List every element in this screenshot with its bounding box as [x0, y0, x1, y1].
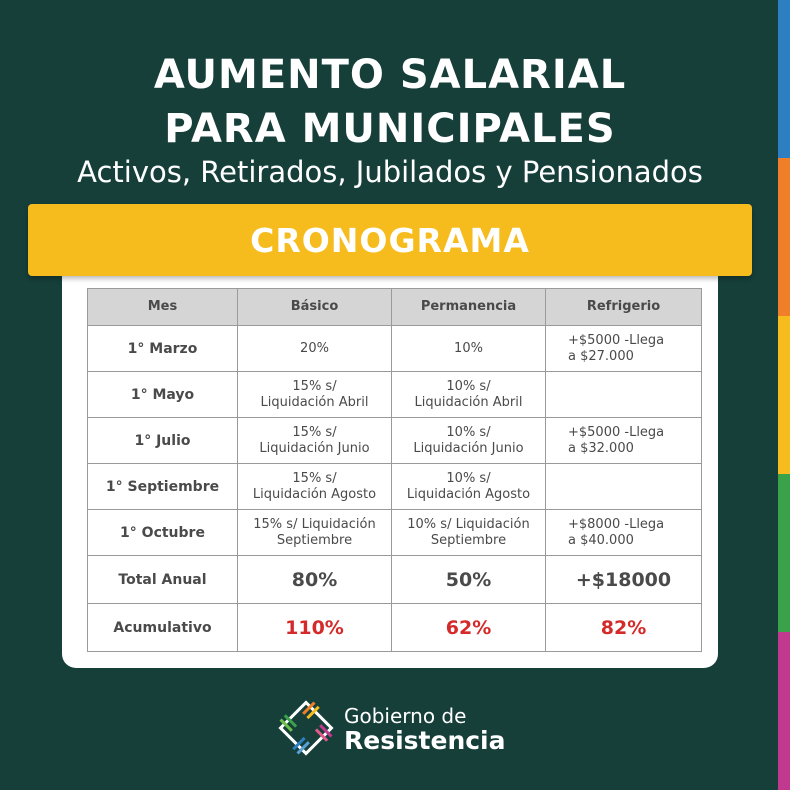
cell-refrigerio [546, 326, 702, 372]
cell-text: Septiembre [430, 532, 507, 548]
cell-mes: 1° Marzo [88, 326, 238, 372]
cell-text: Liquidación Junio [259, 440, 370, 456]
header-permanencia: Permanencia [392, 289, 546, 326]
title-line-2: PARA MUNICIPALES [164, 106, 616, 152]
schedule-banner: CRONOGRAMA [28, 204, 752, 276]
cell-text: Liquidación Agosto [252, 486, 377, 502]
header-basico: Básico [238, 289, 392, 326]
cumulative-label: Acumulativo [88, 604, 238, 652]
cell-basico [238, 464, 392, 510]
cell-text: 10% s/ [446, 424, 491, 440]
cell-refrigerio [546, 372, 702, 418]
cell-text: 10% s/ Liquidación [407, 516, 530, 532]
cell-permanencia [392, 372, 546, 418]
table-row [88, 510, 702, 556]
cell-mes: 1° Septiembre [88, 464, 238, 510]
cell-text: 20% [300, 340, 329, 356]
cell-permanencia [392, 464, 546, 510]
cell-refrigerio [546, 464, 702, 510]
cell-text: +$5000 -Llega [568, 332, 665, 348]
cell-text: a $27.000 [568, 348, 634, 364]
cell-text: 10% s/ [446, 470, 491, 486]
cell-mes: 1° Mayo [88, 372, 238, 418]
stripe-green [778, 474, 790, 632]
cell-text: 15% s/ [292, 424, 337, 440]
total-label: Total Anual [88, 556, 238, 604]
total-basico: 80% [238, 556, 392, 604]
logo-text-line-1: Gobierno de [344, 704, 467, 728]
cell-permanencia [392, 326, 546, 372]
cell-mes: 1° Julio [88, 418, 238, 464]
cell-permanencia [392, 510, 546, 556]
header-mes: Mes [88, 289, 238, 326]
cell-refrigerio [546, 418, 702, 464]
stripe-magenta [778, 632, 790, 790]
cell-text: a $32.000 [568, 440, 634, 456]
table-row [88, 372, 702, 418]
cell-mes: 1° Octubre [88, 510, 238, 556]
schedule-table [87, 288, 702, 652]
woven-diamond-logo-icon [278, 700, 334, 756]
cell-text: Septiembre [276, 532, 353, 548]
cumulative-basico: 110% [238, 604, 392, 652]
table-row [88, 418, 702, 464]
cell-text: Liquidación Abril [414, 394, 523, 410]
cell-basico [238, 418, 392, 464]
table-header-row [88, 289, 702, 326]
total-refrigerio: +$18000 [546, 556, 702, 604]
cell-text: 10% [454, 340, 483, 356]
logo-text-line-2: Resistencia [344, 726, 506, 755]
cell-text: 15% s/ [292, 470, 337, 486]
cumulative-permanencia: 62% [392, 604, 546, 652]
cell-text: Liquidación Abril [260, 394, 369, 410]
cell-text: 10% s/ [446, 378, 491, 394]
cumulative-refrigerio: 82% [546, 604, 702, 652]
cell-text: +$8000 -Llega [568, 516, 665, 532]
cell-text: a $40.000 [568, 532, 634, 548]
table-row [88, 326, 702, 372]
total-permanencia: 50% [392, 556, 546, 604]
cell-basico [238, 372, 392, 418]
subtitle: Activos, Retirados, Jubilados y Pensionados [77, 155, 703, 189]
cell-permanencia [392, 418, 546, 464]
cell-text: Liquidación Junio [413, 440, 524, 456]
cumulative-row [88, 604, 702, 652]
stripe-yellow [778, 316, 790, 474]
header-refrigerio: Refrigerio [546, 289, 702, 326]
cell-text: 15% s/ Liquidación [253, 516, 376, 532]
cell-text: Liquidación Agosto [406, 486, 531, 502]
cell-basico [238, 510, 392, 556]
cell-text: 15% s/ [292, 378, 337, 394]
cell-basico [238, 326, 392, 372]
cell-refrigerio [546, 510, 702, 556]
total-row [88, 556, 702, 604]
cell-text: +$5000 -Llega [568, 424, 665, 440]
table-row [88, 464, 702, 510]
gobierno-logo [278, 700, 518, 756]
title-line-1: AUMENTO SALARIAL [153, 52, 627, 98]
